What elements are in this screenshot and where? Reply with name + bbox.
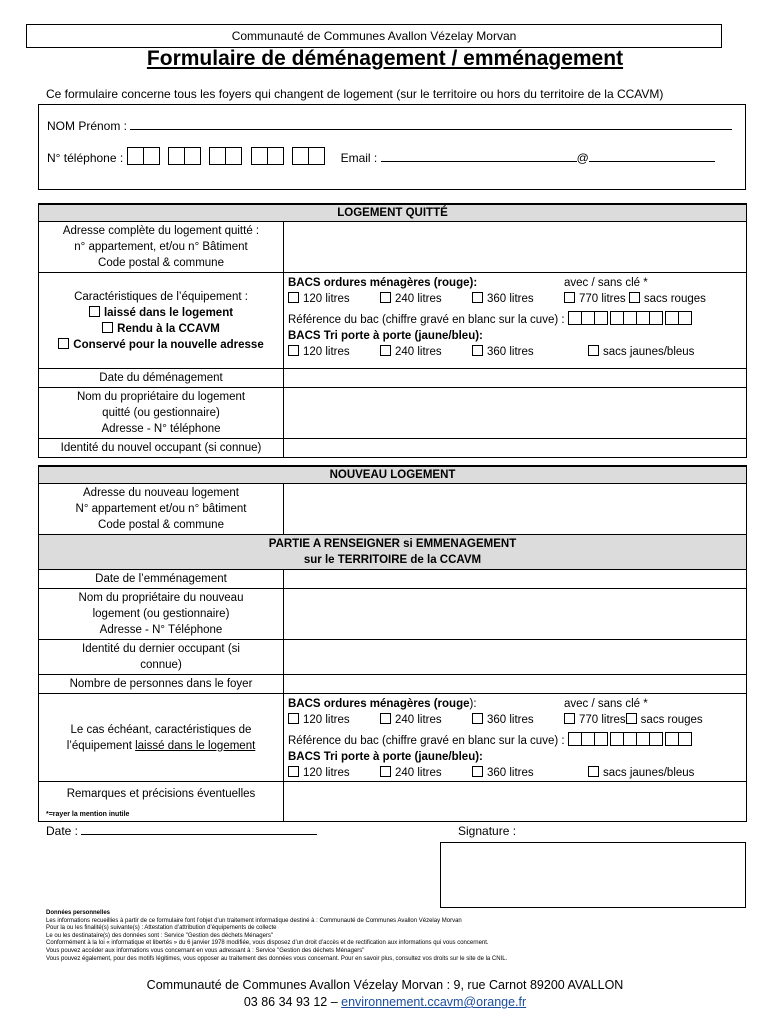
- old-sort-360-checkbox[interactable]: [472, 345, 483, 356]
- new-occupant-field[interactable]: [284, 439, 747, 458]
- old-770-checkbox[interactable]: [564, 292, 575, 303]
- email-local-field[interactable]: [381, 151, 577, 162]
- new-address-label: Adresse du nouveau logement N° appartement et/ou n° bâtiment Code postal & commune: [39, 484, 284, 535]
- phone-email-row: [47, 147, 715, 165]
- footer-address: Communauté de Communes Avallon Vézelay Morvan : 9, rue Carnot 89200 AVALLON: [146, 978, 624, 992]
- email-at: @: [576, 151, 589, 165]
- new-equipment-label: Le cas échéant, caractéristiques de l’équipement laissé dans le logement: [39, 694, 284, 782]
- move-in-date-label: Date de l’emménagement: [39, 570, 284, 589]
- last-occupant-label: Identité du dernier occupant (si connue): [39, 640, 284, 675]
- old-red-bags-checkbox[interactable]: [629, 292, 640, 303]
- old-owner-field[interactable]: [284, 388, 747, 439]
- new-occupant-label: Identité du nouvel occupant (si connue): [39, 439, 284, 458]
- move-date-field[interactable]: [284, 369, 747, 388]
- new-reference-row: Référence du bac (chiffre gravé en blanc sur la cuve) :: [288, 732, 742, 749]
- old-address-field[interactable]: [284, 222, 747, 273]
- new-770-checkbox[interactable]: [564, 713, 575, 724]
- organization-header: Communauté de Communes Avallon Vézelay Morvan: [26, 24, 722, 48]
- household-size-label: Nombre de personnes dans le foyer: [39, 675, 284, 694]
- old-240-checkbox[interactable]: [380, 292, 391, 303]
- footer-email-link[interactable]: environnement.ccavm@orange.fr: [341, 995, 527, 1009]
- date-row: [46, 824, 317, 838]
- old-reference-field[interactable]: [568, 314, 691, 326]
- left-checkbox[interactable]: [89, 306, 100, 317]
- footer-contact: [0, 995, 770, 1009]
- old-360-checkbox[interactable]: [472, 292, 483, 303]
- territory-subheading: PARTIE A RENSEIGNER si EMMENAGEMENT sur le TERRITOIRE de la CCAVM: [39, 535, 747, 570]
- phone-label: N° téléphone :: [47, 151, 124, 165]
- old-owner-label: Nom du propriétaire du logement quitté (ou gestionnaire) Adresse - N° téléphone: [39, 388, 284, 439]
- identity-box: [38, 104, 746, 190]
- old-address-label: Adresse complète du logement quitté : n° appartement, et/ou n° Bâtiment Code postal & commune: [39, 222, 284, 273]
- new-owner-label: Nom du propriétaire du nouveau logement (ou gestionnaire) Adresse - N° Téléphone: [39, 589, 284, 640]
- move-in-date-field[interactable]: [284, 570, 747, 589]
- old-housing-table: [38, 203, 747, 458]
- household-size-field[interactable]: [284, 675, 747, 694]
- old-bins-cell: BACS ordures ménagères (rouge): avec / sans clé * 120 litres 240 litres 360 litres 770 litres sacs rouges Référence du bac (chiffre gravé en blanc sur la cuve) : BACS Tri porte à porte (jaune/bleu): 120 litres 240 litres 360 litres sacs jaunes/bleus: [284, 273, 747, 369]
- remarks-label: Remarques et précisions éventuelles: [39, 782, 284, 822]
- signature-label: Signature :: [458, 824, 517, 838]
- new-sort-240-checkbox[interactable]: [380, 766, 391, 777]
- old-sort-240-checkbox[interactable]: [380, 345, 391, 356]
- date-label: Date :: [46, 824, 79, 838]
- new-sort-bags-checkbox[interactable]: [588, 766, 599, 777]
- new-sort-120-checkbox[interactable]: [288, 766, 299, 777]
- new-owner-field[interactable]: [284, 589, 747, 640]
- name-field[interactable]: [130, 119, 732, 130]
- remarks-field[interactable]: [284, 782, 747, 822]
- new-120-checkbox[interactable]: [288, 713, 299, 724]
- name-label: NOM Prénom :: [47, 119, 128, 133]
- new-sort-360-checkbox[interactable]: [472, 766, 483, 777]
- email-domain-field[interactable]: [589, 151, 715, 162]
- date-field[interactable]: [81, 824, 317, 835]
- old-reference-row: Référence du bac (chiffre gravé en blanc sur la cuve) :: [288, 311, 742, 328]
- email-label: Email :: [340, 151, 378, 165]
- old-sort-bags-checkbox[interactable]: [588, 345, 599, 356]
- new-red-bags-checkbox[interactable]: [626, 713, 637, 724]
- new-360-checkbox[interactable]: [472, 713, 483, 724]
- form-intro: Ce formulaire concerne tous les foyers qui changent de logement (sur le territoire ou hors du territoire de la CCAVM): [46, 87, 664, 101]
- new-240-checkbox[interactable]: [380, 713, 391, 724]
- phone-field[interactable]: [127, 151, 328, 165]
- legal-notice: Données personnelles Les informations recueillies à partir de ce formulaire font l’objet d’un traitement informatique destiné à : Communauté de Communes Avallon Vézelay Morvan Pour la ou les finalité(s) suivante(s) : Attestation d’attribution d’équipements de collecte Le ou les destinataire(s) des données sont : Service "Gestion des déchets Ménagers" Conformément à la loi « informatique et libertés » du 6 janvier 1978 modifiée, vous disposez d’un droit d’accès et de rectification aux informations qui vous concernent. Vous pouvez accéder aux informations vous concernant en vous adressant à : Service "Gestion des déchets Ménagers" Vous pouvez également, pour des motifs légitimes, vous opposer au traitement des données vous concernant. Pour en savoir plus, consultez vos droits sur le site de la CNIL.: [46, 910, 508, 962]
- returned-checkbox[interactable]: [102, 322, 113, 333]
- new-bins-cell: BACS ordures ménagères (rouge): avec / sans clé * 120 litres 240 litres 360 litres 770 litres sacs rouges Référence du bac (chiffre gravé en blanc sur la cuve) : BACS Tri porte à porte (jaune/bleu): 120 litres 240 litres 360 litres sacs jaunes/bleus: [284, 694, 747, 782]
- form-title: Formulaire de déménagement / emménagement: [146, 47, 624, 70]
- old-120-checkbox[interactable]: [288, 292, 299, 303]
- old-sort-120-checkbox[interactable]: [288, 345, 299, 356]
- old-equipment-label: Caractéristiques de l’équipement : laissé dans le logement Rendu à la CCAVM Conservé pour la nouvelle adresse: [39, 273, 284, 369]
- signature-box[interactable]: [440, 842, 746, 908]
- strike-note: *=rayer la mention inutile: [46, 811, 130, 818]
- move-date-label: Date du déménagement: [39, 369, 284, 388]
- footer-phone: 03 86 34 93 12 –: [243, 995, 342, 1009]
- name-row: [47, 119, 732, 133]
- new-housing-heading: NOUVEAU LOGEMENT: [39, 466, 747, 484]
- new-housing-table: [38, 465, 747, 822]
- old-housing-heading: LOGEMENT QUITTÉ: [39, 204, 747, 222]
- last-occupant-field[interactable]: [284, 640, 747, 675]
- new-reference-field[interactable]: [568, 735, 691, 747]
- new-address-field[interactable]: [284, 484, 747, 535]
- kept-checkbox[interactable]: [58, 338, 69, 349]
